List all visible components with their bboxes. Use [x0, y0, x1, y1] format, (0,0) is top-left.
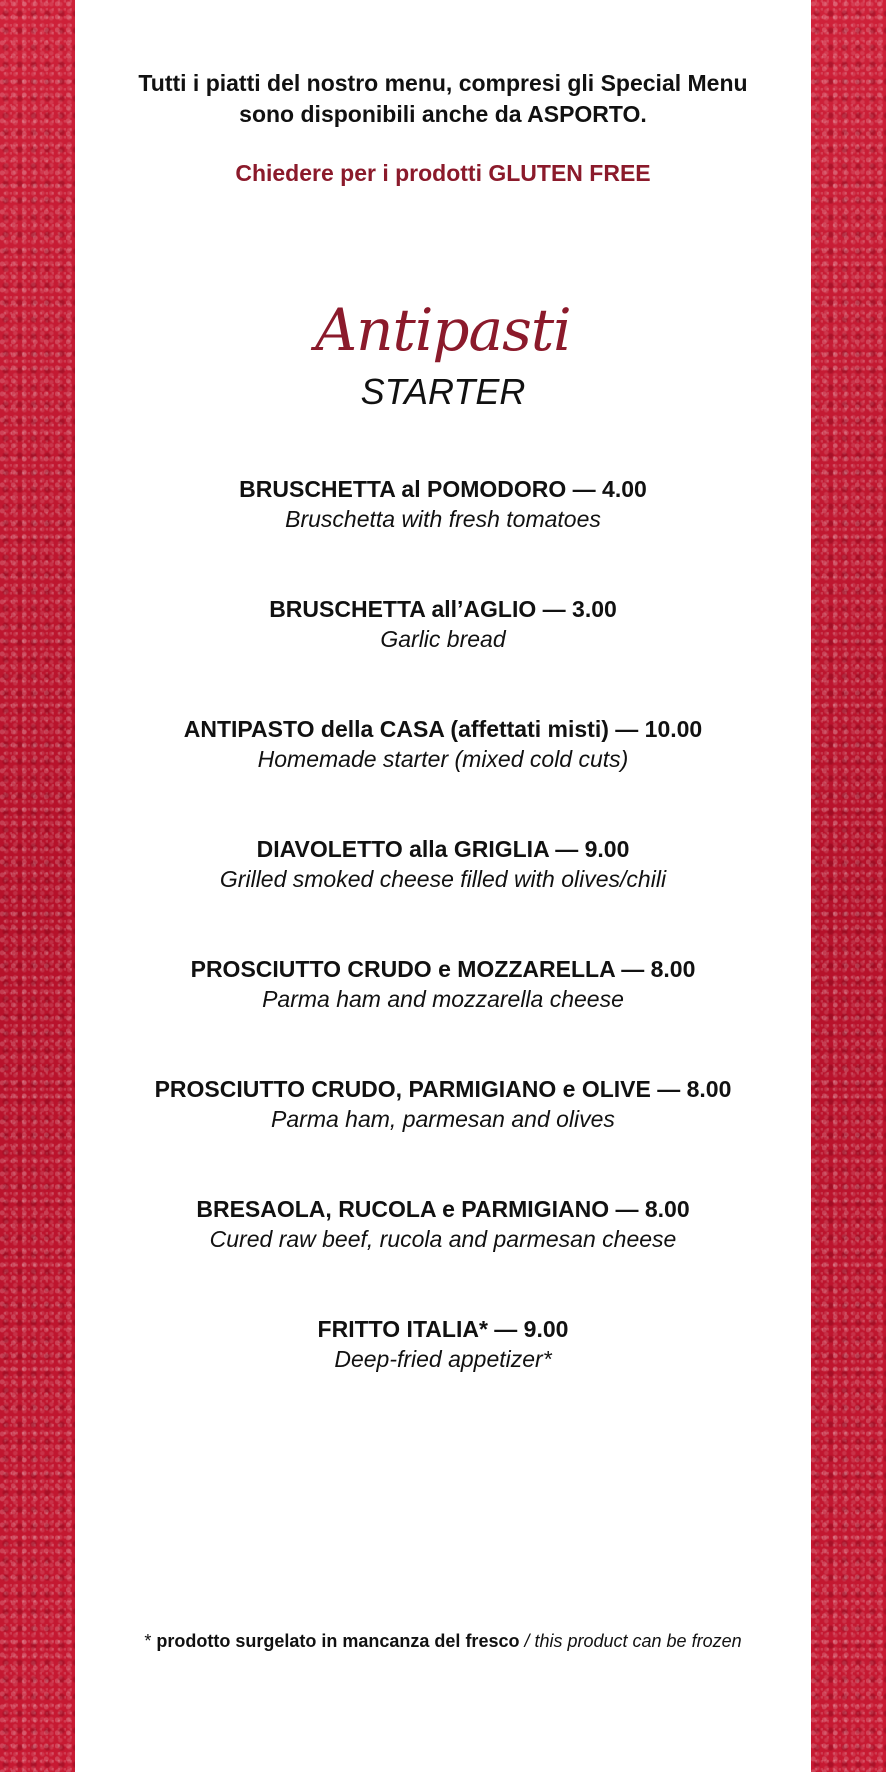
frozen-product-footnote: [75, 1628, 811, 1654]
menu-item: [75, 594, 811, 654]
menu-item-description: Grilled smoked cheese filled with olives/chili: [219, 866, 667, 892]
takeaway-notice: [75, 68, 811, 130]
menu-item: [75, 474, 811, 534]
menu-item-description: Bruschetta with fresh tomatoes: [285, 506, 601, 532]
menu-item-name: BRESAOLA, RUCOLA e PARMIGIANO — 8.00: [196, 1196, 690, 1222]
right-red-border: [811, 0, 886, 1772]
section-title: Antipasti: [315, 296, 571, 364]
menu-item-name: DIAVOLETTO alla GRIGLIA — 9.00: [256, 836, 630, 862]
menu-item-name: FRITTO ITALIA* — 9.00: [317, 1316, 569, 1342]
menu-item-description: Parma ham, parmesan and olives: [271, 1106, 615, 1132]
menu-item-name: PROSCIUTTO CRUDO e MOZZARELLA — 8.00: [190, 956, 696, 982]
menu-item: [75, 954, 811, 1014]
footnote-italian-text: prodotto surgelato in mancanza del fresco: [156, 1631, 520, 1651]
menu-item-name: BRUSCHETTA all’AGLIO — 3.00: [269, 596, 617, 622]
takeaway-notice-line-2: sono disponibili anche da ASPORTO.: [239, 101, 647, 127]
menu-item: [75, 834, 811, 894]
menu-item-name: PROSCIUTTO CRUDO, PARMIGIANO e OLIVE — 8.00: [154, 1076, 732, 1102]
left-red-border: [0, 0, 75, 1772]
menu-item-description: Parma ham and mozzarella cheese: [262, 986, 624, 1012]
menu-item-description: Garlic bread: [380, 626, 506, 652]
takeaway-notice-line-1: Tutti i piatti del nostro menu, compresi gli Special Menu: [138, 70, 748, 96]
menu-item-description: Homemade starter (mixed cold cuts): [257, 746, 629, 772]
menu-page: [75, 0, 811, 1772]
menu-item-name: ANTIPASTO della CASA (affettati misti) — 10.00: [183, 716, 703, 742]
menu-item-description: Deep-fried appetizer*: [334, 1346, 552, 1372]
menu-item: [75, 714, 811, 774]
footnote-marker: *: [144, 1631, 157, 1651]
menu-item: [75, 1074, 811, 1134]
section-subtitle: STARTER: [360, 371, 526, 412]
gluten-free-note: Chiedere per i prodotti GLUTEN FREE: [235, 160, 651, 186]
menu-item: [75, 1194, 811, 1254]
footnote-english-text: / this product can be frozen: [519, 1631, 742, 1651]
menu-item: [75, 1314, 811, 1374]
menu-item-description: Cured raw beef, rucola and parmesan cheese: [209, 1226, 677, 1252]
menu-item-name: BRUSCHETTA al POMODORO — 4.00: [239, 476, 647, 502]
